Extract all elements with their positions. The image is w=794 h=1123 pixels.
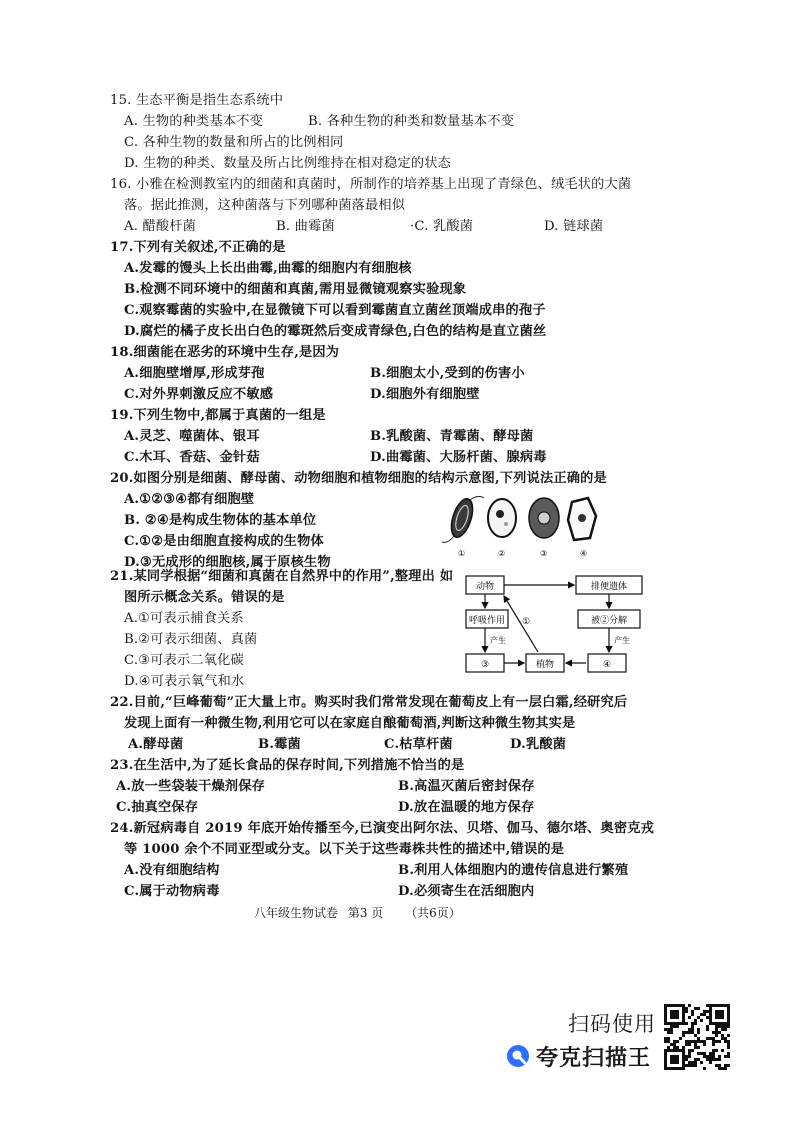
q20-option-b: B. ②④是构成生物体的基本单位 bbox=[124, 513, 317, 528]
q22-stem-line1: 22.目前,“巨峰葡萄”正大量上市。购买时我们常常发现在葡萄皮上有一层白霜,经研究后 bbox=[110, 695, 628, 710]
q15-option-b: B. 各种生物的种类和数量基本不变 bbox=[308, 114, 515, 129]
q19-option-b: B.乳酸菌、青霉菌、酵母菌 bbox=[370, 429, 534, 444]
box-decompose-label: 被②分解 bbox=[590, 616, 628, 626]
box-3-label: ③ bbox=[480, 660, 490, 670]
q22-option-d: D.乳酸菌 bbox=[510, 737, 567, 752]
q16-option-c: ·C. 乳酸菌 bbox=[410, 219, 474, 234]
box-remains-label: 遗体 bbox=[609, 582, 628, 592]
q18-stem: 18.细菌能在恶劣的环境中生存,是因为 bbox=[110, 345, 340, 360]
footer-subject: 八年级生物试卷 bbox=[254, 906, 339, 920]
qr-code-icon[interactable] bbox=[664, 1004, 730, 1070]
q24-option-c: C.属于动物病毒 bbox=[124, 884, 220, 899]
bacteria-cell-drawing bbox=[442, 496, 484, 542]
box-plant-label: 植物 bbox=[535, 660, 555, 670]
footer-page-number: 第3 页 bbox=[347, 906, 384, 920]
q20-stem: 20.如图分别是细菌、酵母菌、动物细胞和植物细胞的结构示意图,下列说法正确的是 bbox=[110, 471, 607, 486]
q18-option-c: C.对外界刺激反应不敏感 bbox=[124, 387, 274, 402]
box-4-label: ④ bbox=[602, 660, 612, 670]
q23-option-a: A.放一些袋装干燥剂保存 bbox=[116, 779, 266, 794]
q16-stem-line1: 16. 小雅在检测教室内的细菌和真菌时，所制作的培养基上出现了青绿色、绒毛状的大菌 bbox=[110, 177, 632, 192]
plant-cell-drawing bbox=[568, 498, 596, 540]
q15-stem: 15. 生态平衡是指生态系统中 bbox=[110, 93, 284, 108]
q22-option-c: C.枯草杆菌 bbox=[384, 737, 453, 752]
q17-option-d: D.腐烂的橘子皮长出白色的霉斑然后变成青绿色,白色的结构是直立菌丝 bbox=[124, 324, 547, 339]
q21-option-d: D.④可表示氧气和水 bbox=[124, 674, 245, 689]
footer-total-pages: （共6页） bbox=[405, 906, 461, 920]
box-remains-prefix: 排便 bbox=[590, 582, 609, 592]
q19-option-c: C.木耳、香菇、金针菇 bbox=[124, 450, 260, 465]
fig-label-2: ② bbox=[498, 549, 506, 558]
q17-option-a: A.发霉的馒头上长出曲霉,曲霉的细胞内有细胞核 bbox=[124, 261, 412, 276]
fig-label-1: ① bbox=[458, 549, 466, 558]
q24-option-b: B.利用人体细胞内的遗传信息进行繁殖 bbox=[398, 863, 629, 878]
q21-option-c: C.③可表示二氧化碳 bbox=[124, 653, 244, 668]
svg-text:排便遗体 bbox=[591, 580, 627, 592]
q23-stem: 23.在生活中,为了延长食品的保存时间,下列措施不恰当的是 bbox=[110, 758, 465, 773]
q20-option-c: C.①②是由细胞直接构成的生物体 bbox=[124, 534, 324, 549]
yeast-cell-drawing bbox=[488, 499, 516, 537]
cell-structure-figure bbox=[440, 488, 600, 560]
q22-stem-line2: 发现上面有一种微生物,利用它可以在家庭自酿葡萄酒,判断这种微生物其实是 bbox=[124, 716, 576, 731]
q24-option-a: A.没有细胞结构 bbox=[124, 863, 220, 878]
box-animal-label: 动物 bbox=[475, 582, 495, 592]
q17-option-b: B.检测不同环境中的细菌和真菌,需用显微镜观察实验现象 bbox=[124, 282, 467, 297]
q21-option-b: B.②可表示细菌、真菌 bbox=[124, 632, 258, 647]
q19-stem: 19.下列生物中,都属于真菌的一组是 bbox=[110, 408, 326, 423]
page-footer bbox=[254, 904, 461, 921]
scanner-brand bbox=[506, 1040, 651, 1072]
q15-option-d: D. 生物的种类、数量及所占比例维持在相对稳定的状态 bbox=[124, 156, 451, 171]
q19-option-d: D.曲霉菌、大肠杆菌、腺病毒 bbox=[370, 450, 547, 465]
q18-option-a: A.细胞壁增厚,形成芽孢 bbox=[124, 366, 265, 381]
q16-stem-line2: 落。据此推测，这种菌落与下列哪种菌落最相似 bbox=[124, 198, 406, 213]
q24-option-d: D.必须寄生在活细胞内 bbox=[398, 884, 535, 899]
q16-option-d: D. 链球菌 bbox=[544, 219, 604, 234]
q20-option-d: D.③无成形的细胞核,属于原核生物 bbox=[124, 555, 331, 570]
q18-option-d: D.细胞外有细胞壁 bbox=[370, 387, 480, 402]
q18-option-b: B.细胞太小,受到的伤害小 bbox=[370, 366, 525, 381]
brand-name: 夸克扫描王 bbox=[536, 1045, 652, 1071]
produce-right-label: 产生 bbox=[614, 636, 630, 645]
q15-option-c: C. 各种生物的数量和所占的比例相同 bbox=[124, 135, 344, 150]
q21-stem-line1: 21.某同学根据“细菌和真菌在自然界中的作用”,整理出 如 bbox=[110, 569, 454, 584]
fig-label-3: ③ bbox=[540, 549, 548, 558]
produce-left-label: 产生 bbox=[490, 636, 506, 645]
q23-option-c: C.抽真空保存 bbox=[116, 800, 199, 815]
quark-logo-icon bbox=[506, 1044, 530, 1068]
q21-option-a: A.①可表示捕食关系 bbox=[124, 611, 244, 626]
q20-option-a: A.①②③④都有细胞壁 bbox=[124, 492, 255, 507]
q21-stem-line2: 图所示概念关系。错误的是 bbox=[124, 590, 285, 605]
box-respiration-label: 呼吸作用 bbox=[468, 616, 506, 626]
animal-cell-drawing bbox=[529, 498, 559, 538]
q22-option-a: A.酵母菌 bbox=[128, 737, 184, 752]
q19-option-a: A.灵芝、噬菌体、银耳 bbox=[124, 429, 260, 444]
q16-option-b: B. 曲霉菌 bbox=[276, 219, 335, 234]
scan-to-use-label: 扫码使用 bbox=[568, 1012, 656, 1036]
q16-option-a: A. 醋酸杆菌 bbox=[124, 219, 197, 234]
q23-option-b: B.高温灭菌后密封保存 bbox=[398, 779, 535, 794]
q23-option-d: D.放在温暖的地方保存 bbox=[398, 800, 535, 815]
fig-label-4: ④ bbox=[580, 549, 588, 558]
q22-option-b: B.霉菌 bbox=[258, 737, 301, 752]
arrow-mark-1: ① bbox=[522, 617, 531, 627]
q17-stem: 17.下列有关叙述,不正确的是 bbox=[110, 240, 286, 255]
q24-stem-line1: 24.新冠病毒自 2019 年底开始传播至今,已演变出阿尔法、贝塔、伽马、德尔塔、奥密克戎 bbox=[110, 821, 654, 836]
q15-option-a: A. 生物的种类基本不变 bbox=[124, 114, 263, 129]
q24-stem-line2: 等 1000 余个不同亚型或分支。以下关于这些毒株共性的描述中,错误的是 bbox=[124, 842, 565, 857]
concept-diagram bbox=[460, 572, 650, 684]
q17-option-c: C.观察霉菌的实验中,在显微镜下可以看到霉菌直立菌丝顶端成串的孢子 bbox=[124, 303, 546, 318]
